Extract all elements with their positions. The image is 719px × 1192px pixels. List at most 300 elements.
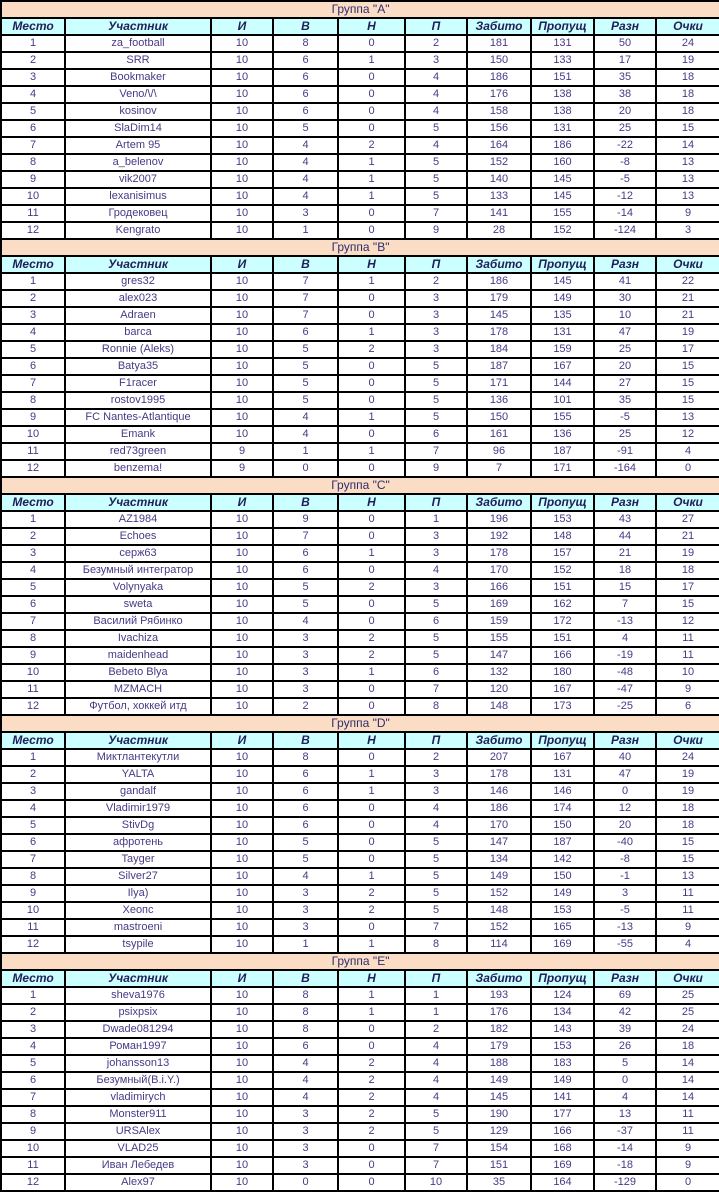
cell-conceded: 177 — [531, 1106, 594, 1123]
cell-losses: 3 — [405, 52, 467, 69]
cell-wins: 5 — [273, 579, 338, 596]
cell-scored: 186 — [467, 69, 531, 86]
cell-played: 10 — [211, 885, 273, 902]
cell-played: 10 — [211, 341, 273, 358]
cell-participant: johansson13 — [65, 1055, 211, 1072]
cell-draws: 0 — [338, 460, 405, 477]
cell-points: 11 — [656, 885, 719, 902]
cell-conceded: 145 — [531, 188, 594, 205]
cell-place: 7 — [1, 375, 65, 392]
cell-wins: 6 — [273, 69, 338, 86]
table-row — [1, 579, 719, 596]
cell-place: 11 — [1, 205, 65, 222]
cell-participant: Ilya) — [65, 885, 211, 902]
cell-wins: 6 — [273, 52, 338, 69]
cell-conceded: 124 — [531, 987, 594, 1004]
cell-played: 10 — [211, 987, 273, 1004]
cell-participant: Alex97 — [65, 1174, 211, 1191]
table-row — [1, 698, 719, 715]
cell-scored: 150 — [467, 409, 531, 426]
cell-played: 9 — [211, 443, 273, 460]
cell-scored: 145 — [467, 307, 531, 324]
cell-played: 10 — [211, 698, 273, 715]
cell-losses: 4 — [405, 1055, 467, 1072]
cell-diff: 27 — [594, 375, 656, 392]
cell-losses: 9 — [405, 460, 467, 477]
cell-losses: 1 — [405, 1004, 467, 1021]
cell-losses: 9 — [405, 222, 467, 239]
cell-points: 9 — [656, 919, 719, 936]
table-row — [1, 86, 719, 103]
cell-place: 4 — [1, 86, 65, 103]
column-header-conceded: Пропущ — [531, 18, 594, 35]
table-row — [1, 443, 719, 460]
cell-played: 10 — [211, 103, 273, 120]
cell-scored: 188 — [467, 1055, 531, 1072]
column-header-participant: Участник — [65, 732, 211, 749]
cell-draws: 1 — [338, 868, 405, 885]
cell-losses: 3 — [405, 766, 467, 783]
table-row — [1, 681, 719, 698]
cell-points: 18 — [656, 103, 719, 120]
cell-conceded: 149 — [531, 1072, 594, 1089]
cell-points: 10 — [656, 664, 719, 681]
cell-participant: VLAD25 — [65, 1140, 211, 1157]
cell-conceded: 167 — [531, 681, 594, 698]
cell-place: 12 — [1, 1174, 65, 1191]
column-header-place: Место — [1, 494, 65, 511]
cell-scored: 149 — [467, 868, 531, 885]
cell-place: 6 — [1, 596, 65, 613]
cell-diff: 25 — [594, 426, 656, 443]
cell-diff: 17 — [594, 52, 656, 69]
cell-diff: 39 — [594, 1021, 656, 1038]
cell-losses: 3 — [405, 290, 467, 307]
cell-wins: 1 — [273, 222, 338, 239]
cell-scored: 176 — [467, 86, 531, 103]
column-header-place: Место — [1, 732, 65, 749]
table-row — [1, 324, 719, 341]
cell-place: 1 — [1, 987, 65, 1004]
cell-points: 0 — [656, 460, 719, 477]
cell-played: 10 — [211, 868, 273, 885]
cell-conceded: 174 — [531, 800, 594, 817]
cell-points: 11 — [656, 647, 719, 664]
cell-scored: 150 — [467, 52, 531, 69]
cell-draws: 2 — [338, 885, 405, 902]
cell-diff: 35 — [594, 392, 656, 409]
cell-wins: 5 — [273, 375, 338, 392]
cell-place: 8 — [1, 868, 65, 885]
cell-played: 10 — [211, 171, 273, 188]
cell-points: 14 — [656, 1072, 719, 1089]
cell-points: 11 — [656, 1123, 719, 1140]
cell-played: 9 — [211, 460, 273, 477]
cell-draws: 2 — [338, 579, 405, 596]
cell-draws: 1 — [338, 987, 405, 1004]
cell-scored: 35 — [467, 1174, 531, 1191]
cell-place: 2 — [1, 1004, 65, 1021]
cell-losses: 6 — [405, 426, 467, 443]
cell-draws: 0 — [338, 307, 405, 324]
cell-points: 21 — [656, 528, 719, 545]
group-title: Группа "E" — [1, 953, 719, 970]
column-header-points: Очки — [656, 18, 719, 35]
cell-scored: 171 — [467, 375, 531, 392]
cell-played: 10 — [211, 800, 273, 817]
cell-draws: 1 — [338, 545, 405, 562]
cell-place: 9 — [1, 409, 65, 426]
cell-draws: 0 — [338, 749, 405, 766]
cell-losses: 2 — [405, 749, 467, 766]
cell-diff: -164 — [594, 460, 656, 477]
cell-participant: Футбол, хоккей итд — [65, 698, 211, 715]
table-row — [1, 1140, 719, 1157]
cell-points: 15 — [656, 392, 719, 409]
cell-conceded: 155 — [531, 409, 594, 426]
table-row — [1, 1055, 719, 1072]
cell-points: 18 — [656, 86, 719, 103]
cell-draws: 0 — [338, 1140, 405, 1157]
cell-wins: 7 — [273, 290, 338, 307]
cell-draws: 0 — [338, 290, 405, 307]
cell-points: 11 — [656, 1106, 719, 1123]
cell-losses: 4 — [405, 1089, 467, 1106]
cell-played: 10 — [211, 358, 273, 375]
cell-draws: 0 — [338, 511, 405, 528]
cell-scored: 196 — [467, 511, 531, 528]
cell-played: 10 — [211, 205, 273, 222]
cell-draws: 2 — [338, 647, 405, 664]
cell-participant: vladimirych — [65, 1089, 211, 1106]
cell-conceded: 153 — [531, 1038, 594, 1055]
cell-conceded: 138 — [531, 103, 594, 120]
cell-played: 10 — [211, 375, 273, 392]
cell-scored: 178 — [467, 766, 531, 783]
cell-scored: 179 — [467, 1038, 531, 1055]
table-row — [1, 868, 719, 885]
column-header-points: Очки — [656, 732, 719, 749]
cell-played: 10 — [211, 579, 273, 596]
cell-conceded: 150 — [531, 817, 594, 834]
cell-diff: -14 — [594, 205, 656, 222]
cell-participant: Bebeto Blya — [65, 664, 211, 681]
cell-scored: 155 — [467, 630, 531, 647]
cell-losses: 5 — [405, 392, 467, 409]
cell-scored: 178 — [467, 324, 531, 341]
cell-played: 10 — [211, 1072, 273, 1089]
cell-losses: 5 — [405, 120, 467, 137]
cell-draws: 0 — [338, 358, 405, 375]
cell-scored: 164 — [467, 137, 531, 154]
cell-participant: Monster911 — [65, 1106, 211, 1123]
cell-wins: 3 — [273, 1106, 338, 1123]
cell-played: 10 — [211, 154, 273, 171]
cell-points: 14 — [656, 137, 719, 154]
cell-losses: 6 — [405, 664, 467, 681]
table-row — [1, 52, 719, 69]
cell-participant: AZ1984 — [65, 511, 211, 528]
cell-played: 10 — [211, 69, 273, 86]
cell-draws: 2 — [338, 1072, 405, 1089]
cell-diff: 43 — [594, 511, 656, 528]
cell-conceded: 131 — [531, 766, 594, 783]
column-header-wins: В — [273, 494, 338, 511]
cell-diff: 20 — [594, 103, 656, 120]
cell-scored: 7 — [467, 460, 531, 477]
cell-diff: -5 — [594, 902, 656, 919]
cell-points: 13 — [656, 409, 719, 426]
cell-conceded: 143 — [531, 1021, 594, 1038]
cell-draws: 1 — [338, 409, 405, 426]
table-row — [1, 1072, 719, 1089]
cell-diff: 4 — [594, 1089, 656, 1106]
cell-participant: maidenhead — [65, 647, 211, 664]
cell-place: 3 — [1, 1021, 65, 1038]
cell-conceded: 164 — [531, 1174, 594, 1191]
cell-wins: 5 — [273, 834, 338, 851]
cell-wins: 4 — [273, 154, 338, 171]
cell-scored: 154 — [467, 1140, 531, 1157]
cell-place: 5 — [1, 103, 65, 120]
cell-wins: 3 — [273, 664, 338, 681]
cell-place: 11 — [1, 919, 65, 936]
cell-diff: 35 — [594, 69, 656, 86]
cell-wins: 8 — [273, 1021, 338, 1038]
table-row — [1, 103, 719, 120]
cell-participant: Иван Лебедев — [65, 1157, 211, 1174]
cell-conceded: 160 — [531, 154, 594, 171]
table-row — [1, 205, 719, 222]
column-header-row — [1, 970, 719, 987]
cell-wins: 7 — [273, 307, 338, 324]
cell-losses: 6 — [405, 613, 467, 630]
table-row — [1, 341, 719, 358]
cell-played: 10 — [211, 936, 273, 953]
cell-participant: alex023 — [65, 290, 211, 307]
cell-draws: 1 — [338, 273, 405, 290]
cell-draws: 2 — [338, 1089, 405, 1106]
group-section-0 — [1, 1, 719, 239]
cell-diff: -124 — [594, 222, 656, 239]
cell-diff: 4 — [594, 630, 656, 647]
cell-points: 17 — [656, 341, 719, 358]
column-header-participant: Участник — [65, 970, 211, 987]
cell-points: 9 — [656, 681, 719, 698]
cell-draws: 2 — [338, 1123, 405, 1140]
cell-conceded: 183 — [531, 1055, 594, 1072]
cell-diff: -37 — [594, 1123, 656, 1140]
cell-place: 1 — [1, 273, 65, 290]
column-header-wins: В — [273, 970, 338, 987]
cell-scored: 169 — [467, 596, 531, 613]
cell-scored: 161 — [467, 426, 531, 443]
cell-scored: 136 — [467, 392, 531, 409]
cell-points: 13 — [656, 171, 719, 188]
cell-draws: 1 — [338, 766, 405, 783]
cell-scored: 114 — [467, 936, 531, 953]
cell-participant: Bookmaker — [65, 69, 211, 86]
cell-place: 7 — [1, 1089, 65, 1106]
cell-played: 10 — [211, 426, 273, 443]
table-row — [1, 936, 719, 953]
cell-draws: 0 — [338, 681, 405, 698]
cell-losses: 5 — [405, 1123, 467, 1140]
cell-place: 6 — [1, 834, 65, 851]
cell-draws: 0 — [338, 86, 405, 103]
cell-conceded: 144 — [531, 375, 594, 392]
table-row — [1, 783, 719, 800]
cell-losses: 5 — [405, 358, 467, 375]
cell-played: 10 — [211, 919, 273, 936]
column-header-diff: Разн — [594, 732, 656, 749]
cell-losses: 7 — [405, 1140, 467, 1157]
cell-wins: 3 — [273, 647, 338, 664]
table-row — [1, 562, 719, 579]
cell-played: 10 — [211, 562, 273, 579]
cell-place: 4 — [1, 800, 65, 817]
cell-wins: 6 — [273, 783, 338, 800]
cell-participant: Василий Рябинко — [65, 613, 211, 630]
group-title: Группа "C" — [1, 477, 719, 494]
cell-wins: 4 — [273, 1089, 338, 1106]
cell-points: 6 — [656, 698, 719, 715]
cell-place: 6 — [1, 120, 65, 137]
column-header-conceded: Пропущ — [531, 732, 594, 749]
table-row — [1, 1157, 719, 1174]
cell-diff: 41 — [594, 273, 656, 290]
cell-losses: 7 — [405, 443, 467, 460]
cell-losses: 5 — [405, 868, 467, 885]
table-row — [1, 35, 719, 52]
cell-participant: Artem 95 — [65, 137, 211, 154]
cell-losses: 10 — [405, 1174, 467, 1191]
cell-conceded: 173 — [531, 698, 594, 715]
cell-diff: -12 — [594, 188, 656, 205]
cell-played: 10 — [211, 120, 273, 137]
cell-wins: 4 — [273, 171, 338, 188]
group-title: Группа "D" — [1, 715, 719, 732]
cell-draws: 2 — [338, 341, 405, 358]
cell-points: 18 — [656, 800, 719, 817]
cell-scored: 186 — [467, 800, 531, 817]
cell-wins: 4 — [273, 409, 338, 426]
cell-scored: 134 — [467, 851, 531, 868]
cell-participant: sheva1976 — [65, 987, 211, 1004]
cell-points: 14 — [656, 1055, 719, 1072]
cell-losses: 2 — [405, 1021, 467, 1038]
cell-scored: 96 — [467, 443, 531, 460]
cell-losses: 8 — [405, 698, 467, 715]
cell-played: 10 — [211, 528, 273, 545]
cell-points: 13 — [656, 188, 719, 205]
cell-wins: 6 — [273, 324, 338, 341]
column-header-conceded: Пропущ — [531, 494, 594, 511]
cell-place: 5 — [1, 1055, 65, 1072]
cell-scored: 152 — [467, 154, 531, 171]
column-header-losses: П — [405, 970, 467, 987]
cell-place: 10 — [1, 664, 65, 681]
cell-wins: 1 — [273, 443, 338, 460]
cell-scored: 152 — [467, 919, 531, 936]
cell-conceded: 148 — [531, 528, 594, 545]
cell-conceded: 168 — [531, 1140, 594, 1157]
cell-participant: Vladimir1979 — [65, 800, 211, 817]
cell-diff: 38 — [594, 86, 656, 103]
cell-place: 8 — [1, 630, 65, 647]
cell-participant: Veno/\/\ — [65, 86, 211, 103]
table-row — [1, 851, 719, 868]
cell-points: 19 — [656, 52, 719, 69]
cell-wins: 3 — [273, 205, 338, 222]
cell-wins: 3 — [273, 919, 338, 936]
cell-diff: 25 — [594, 341, 656, 358]
cell-points: 19 — [656, 545, 719, 562]
cell-losses: 4 — [405, 1072, 467, 1089]
cell-conceded: 166 — [531, 647, 594, 664]
cell-draws: 0 — [338, 919, 405, 936]
cell-participant: Tayger — [65, 851, 211, 868]
column-header-played: И — [211, 970, 273, 987]
cell-draws: 0 — [338, 562, 405, 579]
table-row — [1, 120, 719, 137]
cell-draws: 0 — [338, 528, 405, 545]
cell-conceded: 151 — [531, 579, 594, 596]
column-header-row — [1, 18, 719, 35]
cell-played: 10 — [211, 1021, 273, 1038]
cell-diff: 21 — [594, 545, 656, 562]
cell-draws: 0 — [338, 851, 405, 868]
cell-draws: 0 — [338, 1157, 405, 1174]
column-header-scored: Забито — [467, 18, 531, 35]
cell-wins: 1 — [273, 936, 338, 953]
table-row — [1, 885, 719, 902]
cell-conceded: 142 — [531, 851, 594, 868]
cell-participant: Роман1997 — [65, 1038, 211, 1055]
cell-conceded: 187 — [531, 443, 594, 460]
cell-conceded: 145 — [531, 273, 594, 290]
cell-draws: 1 — [338, 936, 405, 953]
cell-scored: 129 — [467, 1123, 531, 1140]
cell-losses: 4 — [405, 69, 467, 86]
group-title: Группа "B" — [1, 239, 719, 256]
cell-diff: -129 — [594, 1174, 656, 1191]
cell-participant: Batya35 — [65, 358, 211, 375]
cell-wins: 8 — [273, 1004, 338, 1021]
cell-played: 10 — [211, 222, 273, 239]
table-row — [1, 545, 719, 562]
cell-conceded: 162 — [531, 596, 594, 613]
cell-diff: 44 — [594, 528, 656, 545]
cell-wins: 5 — [273, 120, 338, 137]
cell-draws: 2 — [338, 902, 405, 919]
cell-points: 17 — [656, 579, 719, 596]
cell-draws: 0 — [338, 69, 405, 86]
cell-points: 18 — [656, 69, 719, 86]
cell-participant: серж63 — [65, 545, 211, 562]
cell-diff: -1 — [594, 868, 656, 885]
cell-points: 11 — [656, 630, 719, 647]
cell-wins: 6 — [273, 562, 338, 579]
group-title-row — [1, 239, 719, 256]
column-header-losses: П — [405, 18, 467, 35]
cell-place: 8 — [1, 1106, 65, 1123]
cell-wins: 3 — [273, 681, 338, 698]
cell-played: 10 — [211, 613, 273, 630]
column-header-scored: Забито — [467, 970, 531, 987]
cell-conceded: 152 — [531, 222, 594, 239]
table-row — [1, 1106, 719, 1123]
